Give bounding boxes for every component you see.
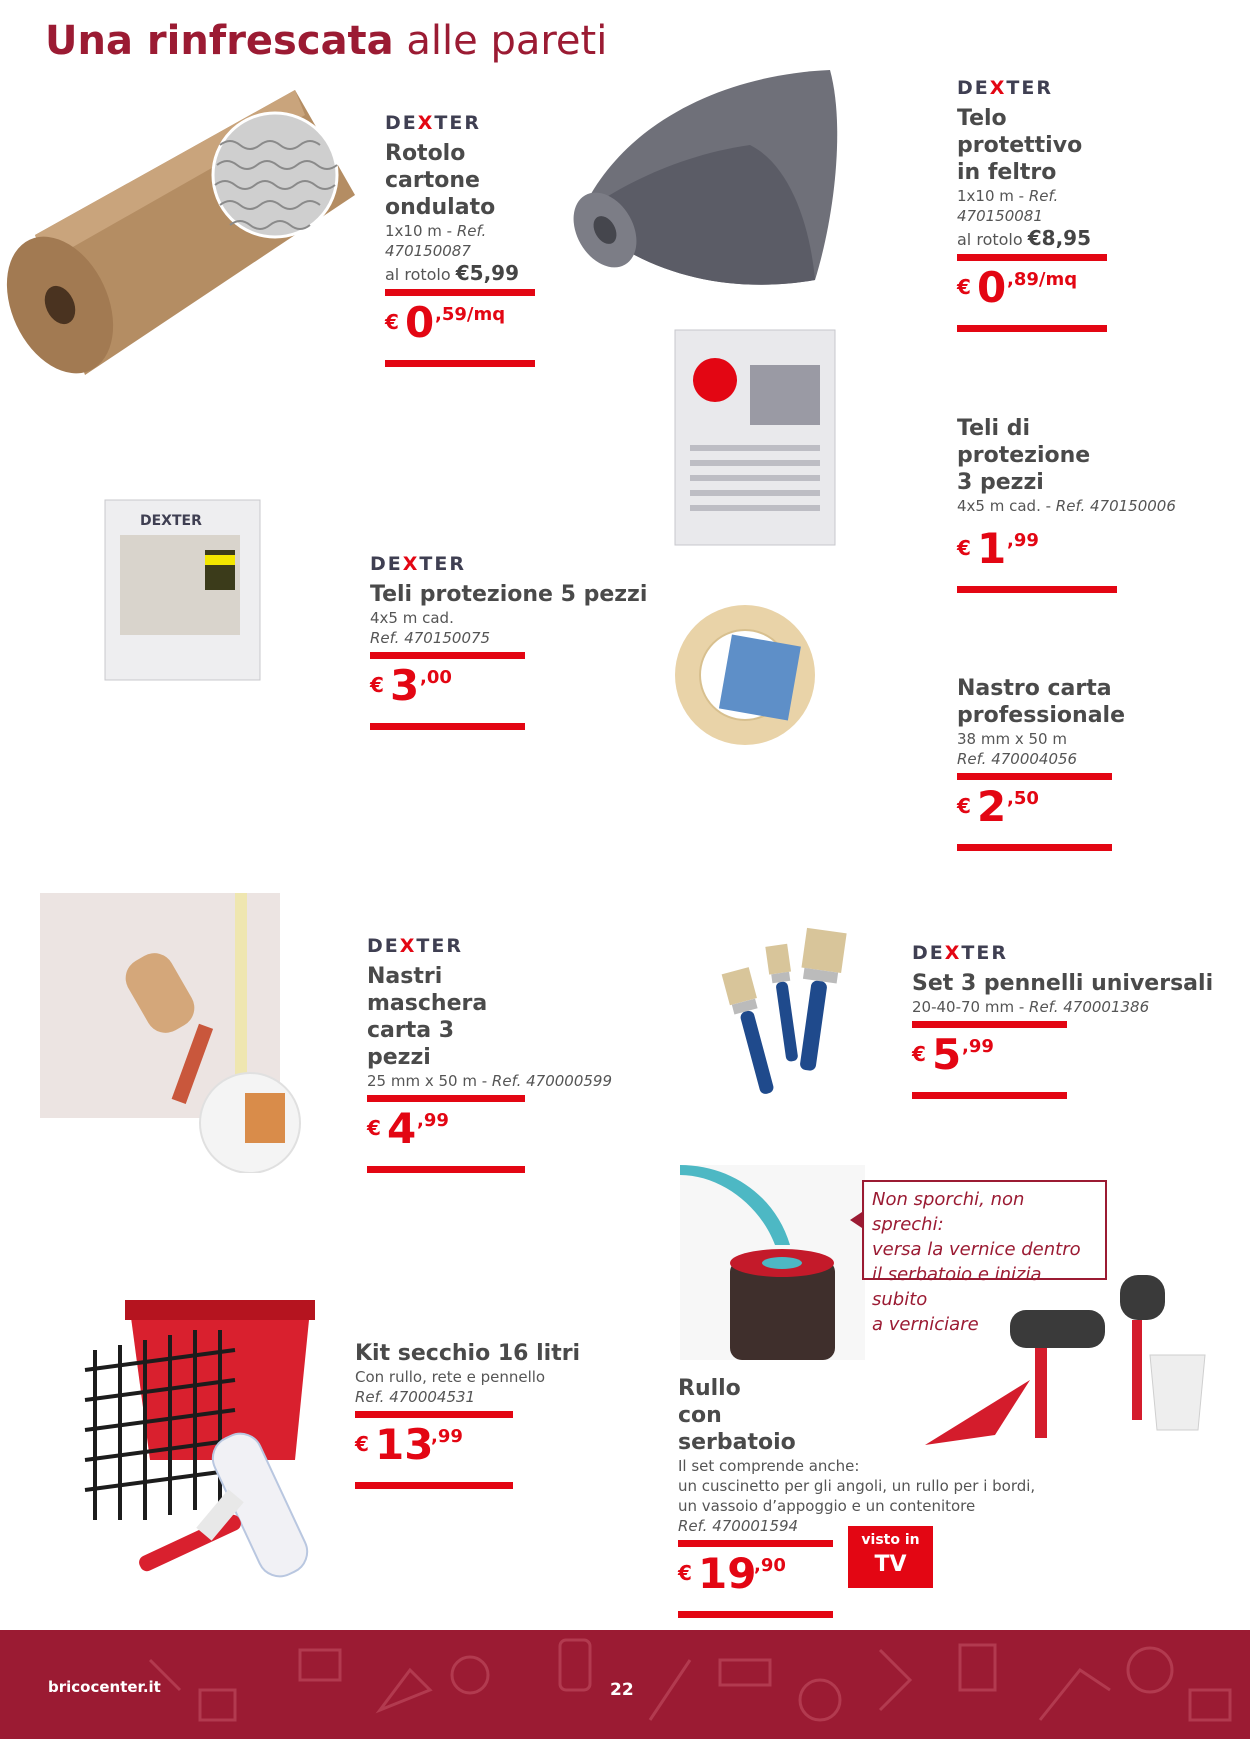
product-paper-tape — [957, 675, 1126, 851]
product-spec: 1x10 m - — [385, 222, 457, 240]
cardboard-roll-image — [5, 85, 370, 385]
price-rule — [355, 1482, 513, 1489]
footer-site[interactable]: bricocenter.it — [48, 1678, 161, 1696]
product-name: Rullo con serbatoio — [678, 1376, 796, 1455]
product-ref: Ref. 470150087 — [385, 222, 487, 260]
product-ref: Ref. 470150006 — [1055, 497, 1176, 515]
protection-sheets-5-image — [100, 495, 265, 685]
product-spec: 38 mm x 50 m — [957, 730, 1067, 748]
price: € 5 ,99 — [912, 1030, 994, 1079]
product-protection-sheets-3 — [957, 415, 1176, 593]
product-ref: Ref. 470001386 — [1029, 998, 1150, 1016]
paper-tape-image — [670, 600, 820, 750]
product-spec: 1x10 m - — [957, 187, 1029, 205]
product-spec: Il set comprende anche: — [678, 1457, 860, 1475]
product-felt-cloth — [957, 77, 1107, 332]
price: € 2 ,50 — [957, 782, 1039, 831]
price-rule — [957, 773, 1112, 780]
reservoir-roller-image — [680, 1165, 865, 1360]
price-rule — [355, 1411, 513, 1418]
masking-tape-image — [40, 893, 310, 1173]
price: € 1 ,99 — [957, 524, 1039, 573]
product-ref: Ref. 470000599 — [491, 1072, 613, 1090]
price-rule — [678, 1540, 833, 1547]
page-number: 22 — [610, 1680, 634, 1700]
page-title: Una rinfrescata alle pareti — [45, 18, 608, 64]
product-spec: un vassoio d’appoggio e un contenitore — [678, 1497, 976, 1515]
price-rule — [957, 586, 1117, 593]
product-name: Telo protettivo in feltro — [957, 106, 1083, 185]
product-cardboard-roll — [385, 112, 535, 367]
product-name: Teli protezione 5 pezzi — [370, 582, 648, 607]
brand-logo: DEXTER — [385, 112, 481, 134]
price-rule — [957, 325, 1107, 332]
product-name: Kit secchio 16 litri — [355, 1341, 581, 1366]
product-ref: Ref. 470150075 — [370, 629, 491, 647]
brushes-image — [710, 925, 860, 1110]
product-ref: Ref. 470004531 — [355, 1388, 476, 1406]
price: € 3 ,00 — [370, 661, 452, 710]
product-masking-tape — [367, 935, 613, 1173]
price: € 4 ,99 — [367, 1104, 449, 1153]
product-spec: un cuscinetto per gli angoli, un rullo per i bordi, — [678, 1477, 1036, 1495]
product-name: Set 3 pennelli universali — [912, 971, 1214, 996]
product-ref: Ref. 470001594 — [678, 1517, 799, 1535]
price-rule — [367, 1095, 525, 1102]
product-spec: 20-40-70 mm - — [912, 998, 1030, 1016]
price-rule — [912, 1092, 1067, 1099]
protection-sheets-3-image — [670, 325, 840, 550]
product-brush-set — [912, 942, 1214, 1099]
felt-cloth-image — [560, 65, 860, 300]
product-name: Rotolo cartone ondulato — [385, 141, 496, 220]
brand-logo: DEXTER — [912, 942, 1008, 964]
price-rule — [367, 1166, 525, 1173]
price-rule — [957, 254, 1107, 261]
price-rule — [385, 289, 535, 296]
product-ref: Ref. 470004056 — [957, 750, 1078, 768]
price: € 19 ,90 — [678, 1549, 786, 1598]
product-name: Nastri maschera carta 3 pezzi — [367, 964, 488, 1070]
price: € 0 ,59/mq — [385, 298, 506, 347]
unit-price: al rotolo €8,95 — [957, 226, 1091, 250]
callout-box: Non sporchi, non sprechi: versa la vernice dentro il serbatoio e inizia subito a verniciare — [862, 1180, 1107, 1280]
svg-text:DEXTER: DEXTER — [140, 513, 202, 529]
brand-logo: DEXTER — [370, 553, 466, 575]
footer-band — [0, 1630, 1250, 1739]
product-spec: Con rullo, rete e pennello — [355, 1368, 546, 1386]
product-ref: Ref. 470150081 — [957, 187, 1059, 225]
price-rule — [678, 1611, 833, 1618]
product-bucket-kit — [355, 1340, 581, 1489]
bucket-kit-image — [75, 1290, 340, 1580]
product-spec: 25 mm x 50 m - — [367, 1072, 492, 1090]
product-protection-sheets-5 — [370, 553, 648, 730]
price-rule — [370, 723, 525, 730]
price: € 13 ,99 — [355, 1420, 463, 1469]
price: € 0 ,89/mq — [957, 263, 1078, 312]
price-rule — [912, 1021, 1067, 1028]
product-name: Nastro carta professionale — [957, 676, 1126, 728]
price-rule — [370, 652, 525, 659]
product-spec: 4x5 m cad. - — [957, 497, 1056, 515]
tv-badge: visto in TV — [848, 1526, 933, 1588]
brand-logo: DEXTER — [367, 935, 463, 957]
brand-logo: DEXTER — [957, 77, 1053, 99]
product-spec: 4x5 m cad. — [370, 609, 454, 627]
price-rule — [957, 844, 1112, 851]
price-rule — [385, 360, 535, 367]
product-name: Teli di protezione 3 pezzi — [957, 416, 1091, 495]
unit-price: al rotolo €5,99 — [385, 261, 519, 285]
